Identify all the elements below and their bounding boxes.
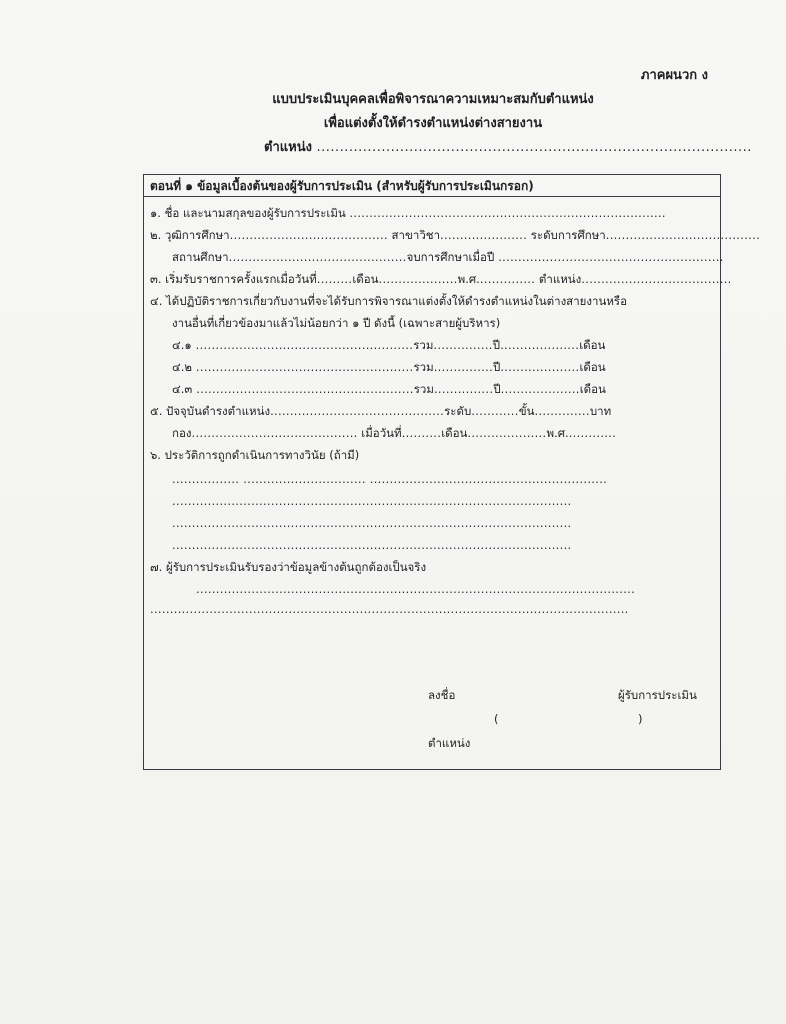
institution-blank[interactable]: ............................................. [228,250,407,264]
item-4-2-label: ๔.๒ [172,360,192,374]
discipline-blank-2[interactable]: ..................................................................................................... [172,494,572,508]
since-month-label: เดือน [441,426,468,440]
baht-label: บาท [589,404,612,418]
item-7-label: ๗. ผู้รับการประเมินรับรองว่าข้อมูลข้างต้นถูกต้องเป็นจริง [150,560,427,574]
signature-position-label: ตำแหน่ง [428,736,471,750]
item-4-3-month: เดือน [579,382,606,396]
current-step-blank[interactable]: .............. [534,404,590,418]
section-one-box [143,174,761,770]
item-4-3-total-blank[interactable]: ............... [433,382,494,396]
section-header: ตอนที่ ๑ ข้อมูลเบื้องต้นของผู้รับการประเมิน (สำหรับผู้รับการประเมินกรอก) [144,175,720,197]
item-5-division [172,425,616,441]
graduation-blank[interactable]: ......................................................... [494,250,724,264]
since-day-blank[interactable]: .......... [401,426,442,440]
division-label: กอง [172,426,192,440]
start-day-blank[interactable]: ......... [316,272,353,286]
since-month-blank[interactable]: .................... [467,426,547,440]
item-4-3-label: ๔.๓ [172,382,193,396]
since-year-blank[interactable]: ............ [568,426,617,440]
item-4-2-month: เดือน [579,360,606,374]
name-open-paren: ( [494,712,499,726]
start-year-label: พ.ศ. [457,272,480,286]
item-4-1-year-blank[interactable]: .................... [500,338,580,352]
certify-blank-2[interactable]: ......................................................................................................................... [150,602,629,616]
name-blank[interactable]: ................................................................................ [349,206,666,220]
item-4-1-blank[interactable]: ....................................................... [191,338,414,352]
sign-label: ลงชื่อ [428,688,456,702]
item-2-education [150,227,760,243]
certify-blank-1[interactable]: ............................................................................................................... [196,582,636,596]
level-blank[interactable]: ....................................... [605,228,761,242]
item-4-1-total: รวม [413,338,434,352]
item-4-1-label: ๔.๑ [172,338,192,352]
form-title-line1: แบบประเมินบุคคลเพื่อพิจารณาความเหมาะสมกับตำแหน่ง [272,92,594,107]
level-label: ระดับการศึกษา [530,228,606,242]
discipline-blank-3[interactable]: ..................................................................................................... [172,516,572,530]
graduation-label: จบการศึกษาเมื่อปี [406,250,495,264]
title-position-blank[interactable]: .............................................................................................. [316,140,752,155]
item-4-3-row [172,381,606,397]
since-year-label: พ.ศ. [546,426,569,440]
item-6-label: ๖. ประวัติการถูกดำเนินการทางวินัย (ถ้ามี) [150,448,360,462]
item-4-2-year-blank[interactable]: .................... [500,360,580,374]
item-4-line1: ๔. ได้ปฏิบัติราชการเกี่ยวกับงานที่จะได้รับการพิจารณาแต่งตั้งให้ดำรงตำแหน่งในต่างสายงานหรือ [150,294,627,308]
item-1-label: ๑. ชื่อ และนามสกุลของผู้รับการประเมิน [150,206,346,220]
current-step-label: ขั้น [518,404,535,418]
discipline-blank-1[interactable]: ................. ............................... ............................................................ [172,472,608,486]
item-4-3-year-blank[interactable]: .................... [500,382,580,396]
item-5-current [150,403,611,419]
current-level-blank[interactable]: ............ [471,404,519,418]
item-4-3-blank[interactable]: ....................................................... [192,382,414,396]
division-blank[interactable]: .......................................... [191,426,358,440]
item-4-3-total: รวม [413,382,434,396]
name-close-paren: ) [638,712,643,726]
item-5-label: ๕. ปัจจุบันดำรงตำแหน่ง [150,404,271,418]
item-3-label: ๓. เริ่มรับราชการครั้งแรกเมื่อวันที่ [150,272,317,286]
item-2-institution [172,249,724,265]
start-month-blank[interactable]: .................... [378,272,458,286]
start-year-blank[interactable]: .............. [479,272,536,286]
appendix-label: ภาคผนวก ง [640,68,708,83]
item-4-1-row [172,337,605,353]
since-date-label: เมื่อวันที่ [361,426,402,440]
start-month-label: เดือน [352,272,379,286]
item-4-2-blank[interactable]: ....................................................... [191,360,414,374]
field-blank[interactable]: ...................... [440,228,528,242]
item-1-name [150,205,666,221]
start-position-blank[interactable]: ...................................... [581,272,732,286]
item-3-start [150,271,732,287]
item-2-label: ๒. วุฒิการศึกษา [150,228,230,242]
current-level-label: ระดับ [444,404,472,418]
form-title-position [264,136,752,157]
evaluatee-role-label: ผู้รับการประเมิน [618,688,697,702]
field-label: สาขาวิชา [391,228,441,242]
item-4-3-year: ปี [493,382,501,396]
title-position-label: ตำแหน่ง [264,140,312,155]
form-title-line2: เพื่อแต่งตั้งให้ดำรงตำแหน่งต่างสายงาน [323,116,543,131]
item-4-1-month: เดือน [579,338,606,352]
current-position-blank[interactable]: ............................................ [270,404,445,418]
discipline-blank-4[interactable]: ..................................................................................................... [172,538,572,552]
item-4-2-row [172,359,606,375]
item-4-1-year: ปี [492,338,501,352]
start-position-label: ตำแหน่ง [538,272,582,286]
item-4-2-total-blank[interactable]: ............... [433,360,494,374]
institution-label: สถานศึกษา [172,250,229,264]
degree-blank[interactable]: ........................................ [229,228,388,242]
item-4-2-year: ปี [493,360,501,374]
item-4-1-total-blank[interactable]: ............... [433,338,493,352]
item-4-2-total: รวม [413,360,434,374]
item-4-line2: งานอื่นที่เกี่ยวข้องมาแล้วไม่น้อยกว่า ๑ ปี ดังนี้ (เฉพาะสายผู้บริหาร) [172,316,501,330]
